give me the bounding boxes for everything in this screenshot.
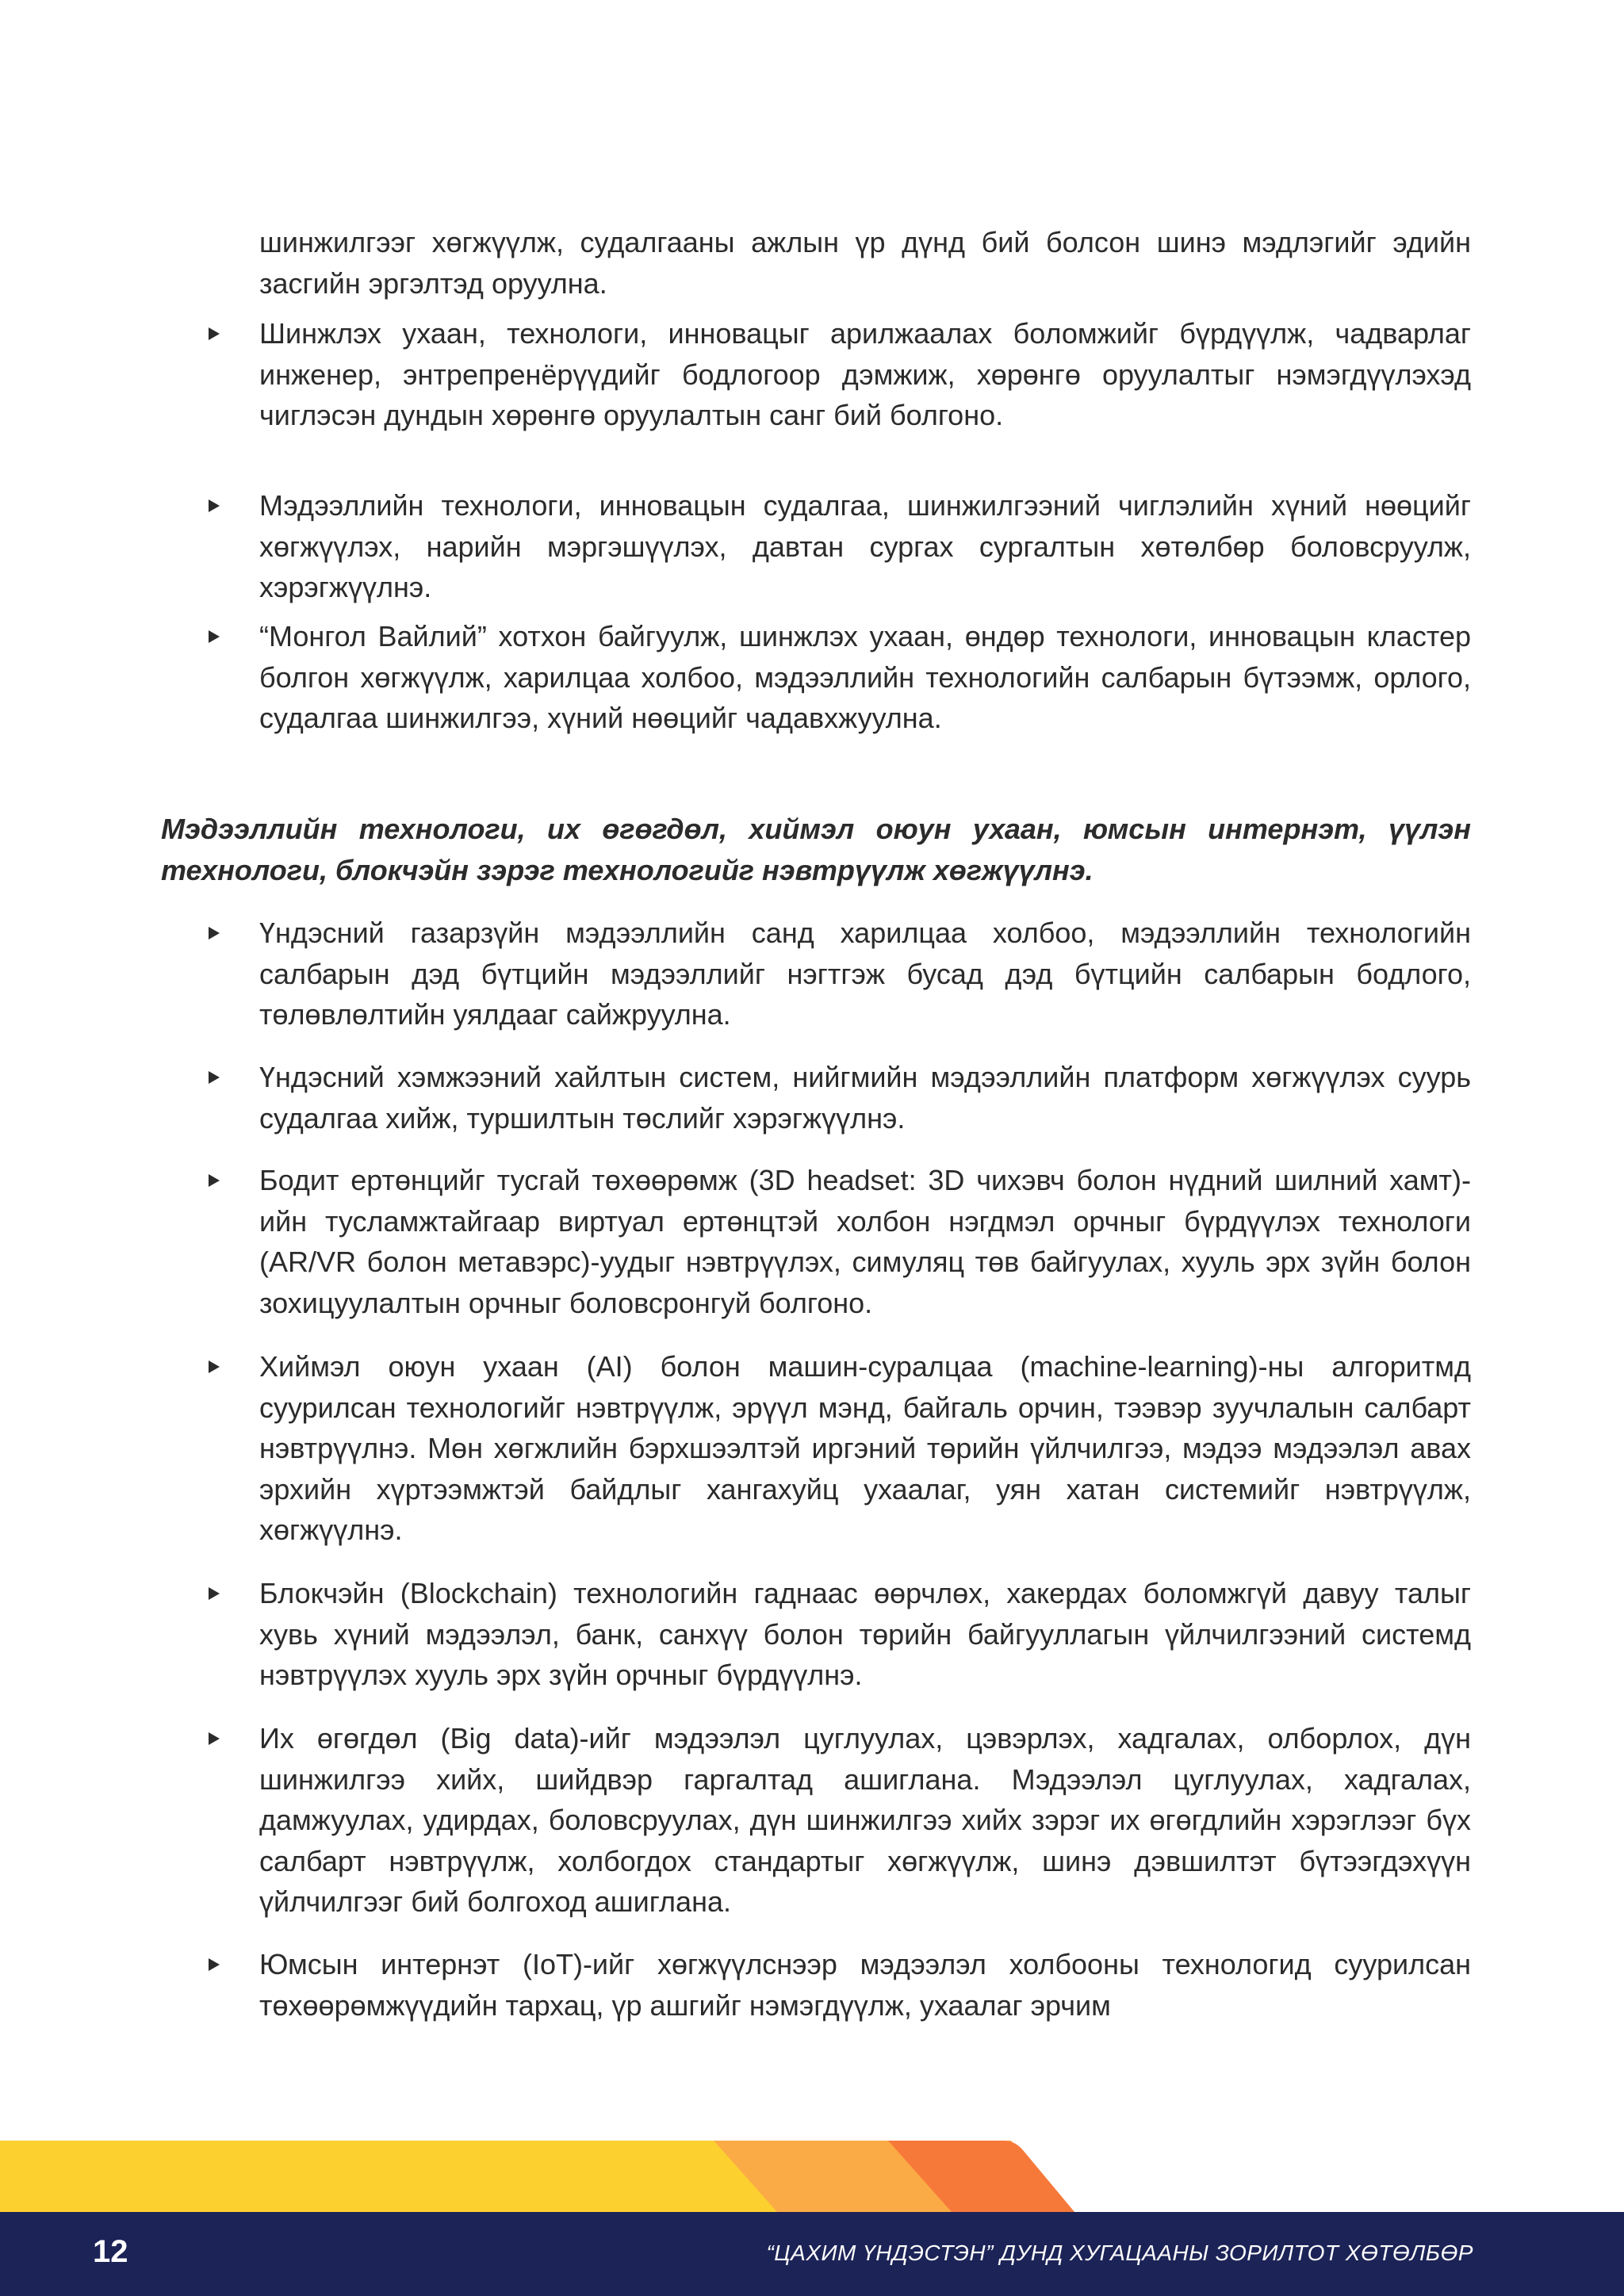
list-item-text: Шинжлэх ухаан, технологи, инновацыг арилжаалах боломжийг бүрдүүлж, чадварлаг инженер, энтрепренёрүүдийг бодлогоор дэмжиж, хөрөнгө оруулалтыг нэмэгдүүлэхэд чиглэсэн дундын хөрөнгө оруулалтын санг бий болгоно. [259,317,1471,431]
list-item-text: Юмсын интернэт (IoT)-ийг хөгжүүлснээр мэдээлэл холбооны технологид суурилсан төхөөрөмжүүдийн тархац, үр ашгийг нэмэгдүүлж, ухаалаг эрчим [259,1948,1471,2022]
bullet-icon [209,1587,220,1600]
list-item-text: Үндэсний хэмжээний хайлтын систем, нийгмийн мэдээллийн платформ хөгжүүлэх суурь судалгаа хийж, туршилтын төслийг хэрэгжүүлнэ. [259,1061,1471,1135]
bullet-icon [209,1174,220,1187]
continuation-paragraph: шинжилгээг хөгжүүлж, судалгааны ажлын үр дүнд бий болсон шинэ мэдлэгийг эдийн засгийн эргэлтэд оруулна. [259,226,1471,300]
bullet-icon [209,1958,220,1971]
footer-decoration [0,2141,1624,2212]
list-item-text: Блокчэйн (Blockchain) технологийн гаднаас өөрчлөх, хакердах боломжгүй давуу талыг хувь хүний мэдээлэл, банк, санхүү болон төрийн байгууллагын үйлчилгээний системд нэвтрүүлэх хууль эрх зүйн орчныг бүрдүүлнэ. [259,1577,1471,1691]
list-item-text: Бодит ертөнцийг тусгай төхөөрөмж (3D headset: 3D чихэвч болон нүдний шилний хамт)-ийн тусламжтайгаар виртуал ертөнцтэй холбон нэгдмэл орчныг бүрдүүлэх технологи (AR/VR болон метавэрс)-уудыг нэвтрүүлэх, симуляц төв байгуулах, хууль эрх зүйн болон зохицуулалтын орчныг боловсронгуй болгоно. [259,1164,1471,1319]
bullet-icon [209,630,220,643]
list-item-text: Мэдээллийн технологи, инновацын судалгаа, шинжилгээний чиглэлийн хүний нөөцийг хөгжүүлэх, нарийн мэргэшүүлэх, давтан сургах сургалтын хөтөлбөр боловсруулж, хэрэгжүүлнэ. [259,489,1471,603]
list-item-text: Их өгөгдөл (Big data)-ийг мэдээлэл цуглуулах, цэвэрлэх, хадгалах, олборлох, дүн шинжилгээ хийх, шийдвэр гаргалтад ашиглана. Мэдээлэл цуглуулах, хадгалах, дамжуулах, удирдах, боловсруулах, дүн шинжилгээ хийх зэрэг их өгөгдлийн хэрэглээг бүх салбарт нэвтрүүлж, холбогдох стандартыг хөгжүүлж, шинэ дэвшилтэт бүтээгдэхүүн үйлчилгээг бий болгоход ашиглана. [259,1722,1471,1918]
footer-title: “ЦАХИМ ҮНДЭСТЭН” ДУНД ХУГАЦААНЫ ЗОРИЛТОТ ХӨТӨЛБӨР [766,2241,1473,2265]
bullet-icon [209,327,220,340]
list-item-text: Хиймэл оюун ухаан (AI) болон машин-суралцаа (machine-learning)-ны алгоритмд суурилсан технологийг нэвтрүүлж, эрүүл мэнд, байгаль орчин, тээвэр зуучлалын салбарт нэвтрүүлнэ. Мөн хөгжлийн бэрхшээлтэй иргэний төрийн үйлчилгээ, мэдээ мэдээлэл авах эрхийн хүртээмжтэй байдлыг хангахуйц ухаалаг, уян хатан системийг нэвтрүүлж, хөгжүүлнэ. [259,1350,1471,1546]
list-item-text: Үндэсний газарзүйн мэдээллийн санд харилцаа холбоо, мэдээллийн технологийн салбарын дэд бүтцийн мэдээллийг нэгтгэж бусад дэд бүтцийн салбарын бодлого, төлөвлөлтийн уялдааг сайжруулна. [259,916,1471,1031]
list-item-text: “Монгол Вайлий” хотхон байгуулж, шинжлэх ухаан, өндөр технологи, инновацын кластер болгон хөгжүүлж, харилцаа холбоо, мэдээллийн технологийн салбарын бүтээмж, орлого, судалгаа шинжилгээ, хүний нөөцийг чадавхжуулна. [259,620,1471,734]
section-heading: Мэдээллийн технологи, их өгөгдөл, хиймэл оюун ухаан, юмсын интернэт, үүлэн технологи, блокчэйн зэрэг технологийг нэвтрүүлж хөгжүүлнэ. [161,813,1471,886]
bullet-icon [209,1071,220,1084]
page-number: 12 [93,2234,128,2269]
bullet-icon [209,499,220,512]
bullet-icon [209,1732,220,1745]
bullet-icon [209,1360,220,1373]
bullet-icon [209,927,220,939]
